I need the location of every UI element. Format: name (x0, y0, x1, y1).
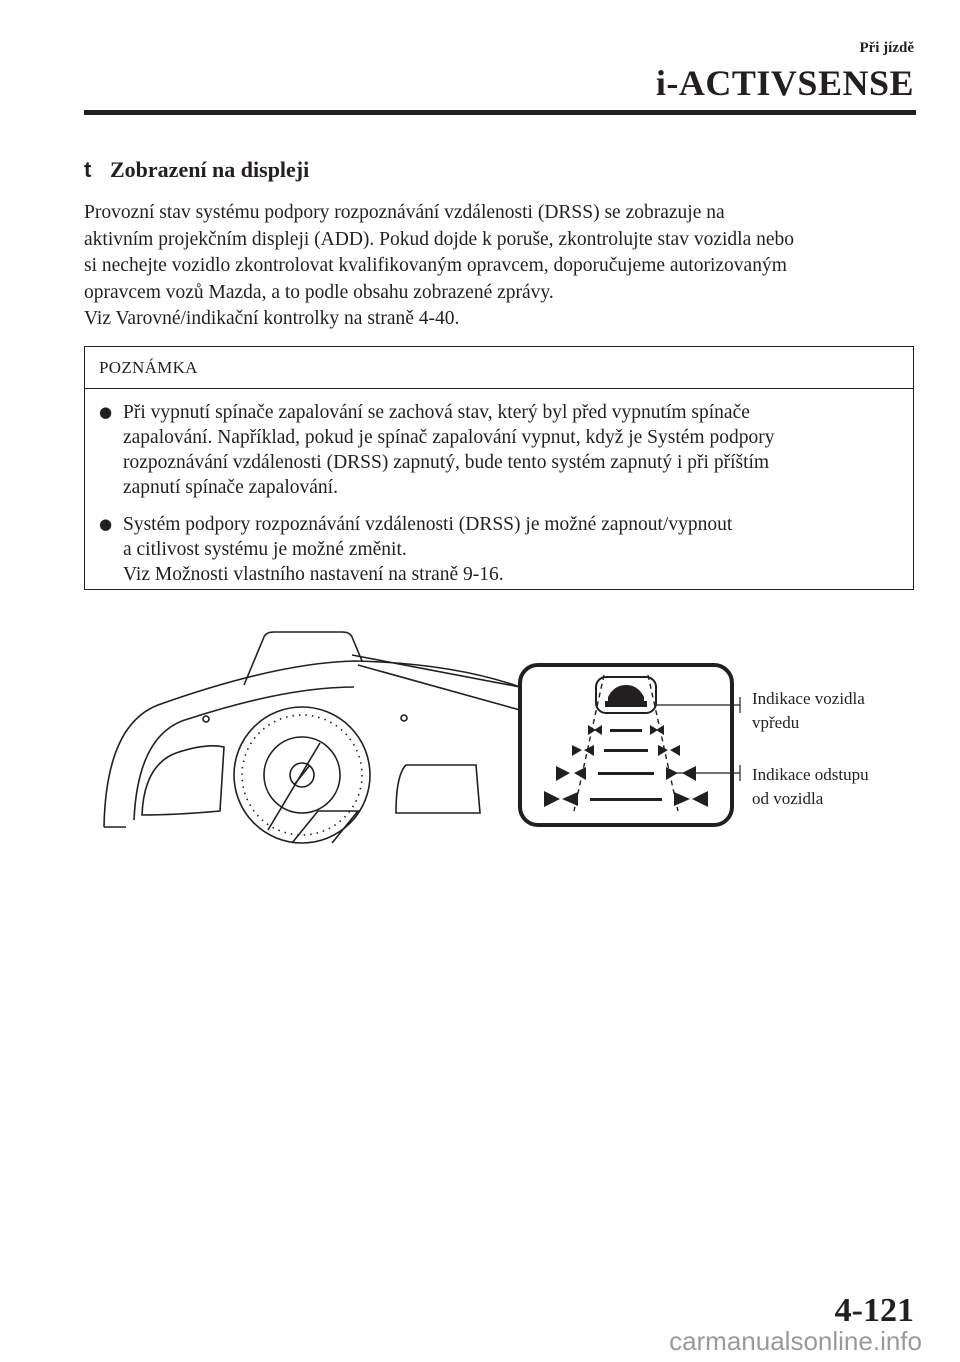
note-line: zapnutí spínače zapalování. (123, 477, 338, 498)
note-item (85, 400, 913, 500)
note-line: Viz Možnosti vlastního nastavení na straně 9-16. (123, 564, 504, 585)
note-line: a citlivost systému je možné změnit. (123, 539, 407, 560)
note-item (85, 512, 913, 587)
body-line: aktivním projekčním displeji (ADD). Pokud dojde k poruše, zkontrolujte stav vozidla nebo (84, 228, 794, 250)
page-number: 4-121 (834, 1292, 914, 1329)
label-line: vpředu (752, 713, 800, 732)
section-marker: t (84, 157, 92, 182)
bullet-icon: ● (99, 403, 113, 421)
note-line: Systém podpory rozpoznávání vzdálenosti (DRSS) je možné zapnout/vypnout (123, 514, 733, 535)
cluster-hood (104, 661, 520, 827)
note-box (84, 346, 914, 590)
watermark: carmanualsonline.info (669, 1326, 922, 1356)
label-line: od vozidla (752, 789, 824, 808)
label-line: Indikace odstupu (752, 765, 869, 784)
drss-inset (520, 665, 732, 825)
section-heading (84, 157, 309, 183)
body-line: opravcem vozů Mazda, a to podle obsahu zobrazené zprávy. (84, 281, 554, 303)
note-line: rozpoznávání vzdálenosti (DRSS) zapnutý, bude tento systém zapnutý i při příštím (123, 452, 770, 473)
left-gauge-window (142, 746, 224, 815)
section-heading-text: Zobrazení na displeji (110, 157, 310, 182)
drss-display-figure (96, 615, 916, 850)
body-line: Viz Varovné/indikační kontrolky na straně 4-40. (84, 308, 460, 329)
right-gauge-window (396, 765, 480, 813)
label-vehicle-ahead (752, 687, 865, 735)
body-line: Provozní stav systému podpory rozpoznávání vzdálenosti (DRSS) se zobrazuje na (84, 202, 725, 223)
note-line: Při vypnutí spínače zapalování se zachová stav, který byl před vypnutím spínače (123, 402, 750, 423)
header-section-label: Při jízdě (859, 40, 914, 56)
label-line: Indikace vozidla (752, 689, 865, 708)
label-distance (752, 763, 869, 811)
body-line: si nechejte vozidlo zkontrolovat kvalifikovaným opravcem, doporučujeme autorizovaným (84, 255, 787, 276)
header-title: i-ACTIVSENSE (655, 63, 914, 103)
body-paragraph (84, 200, 924, 333)
active-driving-display-icon (244, 632, 362, 685)
header-rule (84, 110, 916, 115)
note-line: zapalování. Například, pokud je spínač zapalování vypnut, když je Systém podpory (123, 427, 775, 448)
note-title: POZNÁMKA (85, 347, 913, 389)
bullet-icon: ● (99, 515, 113, 533)
